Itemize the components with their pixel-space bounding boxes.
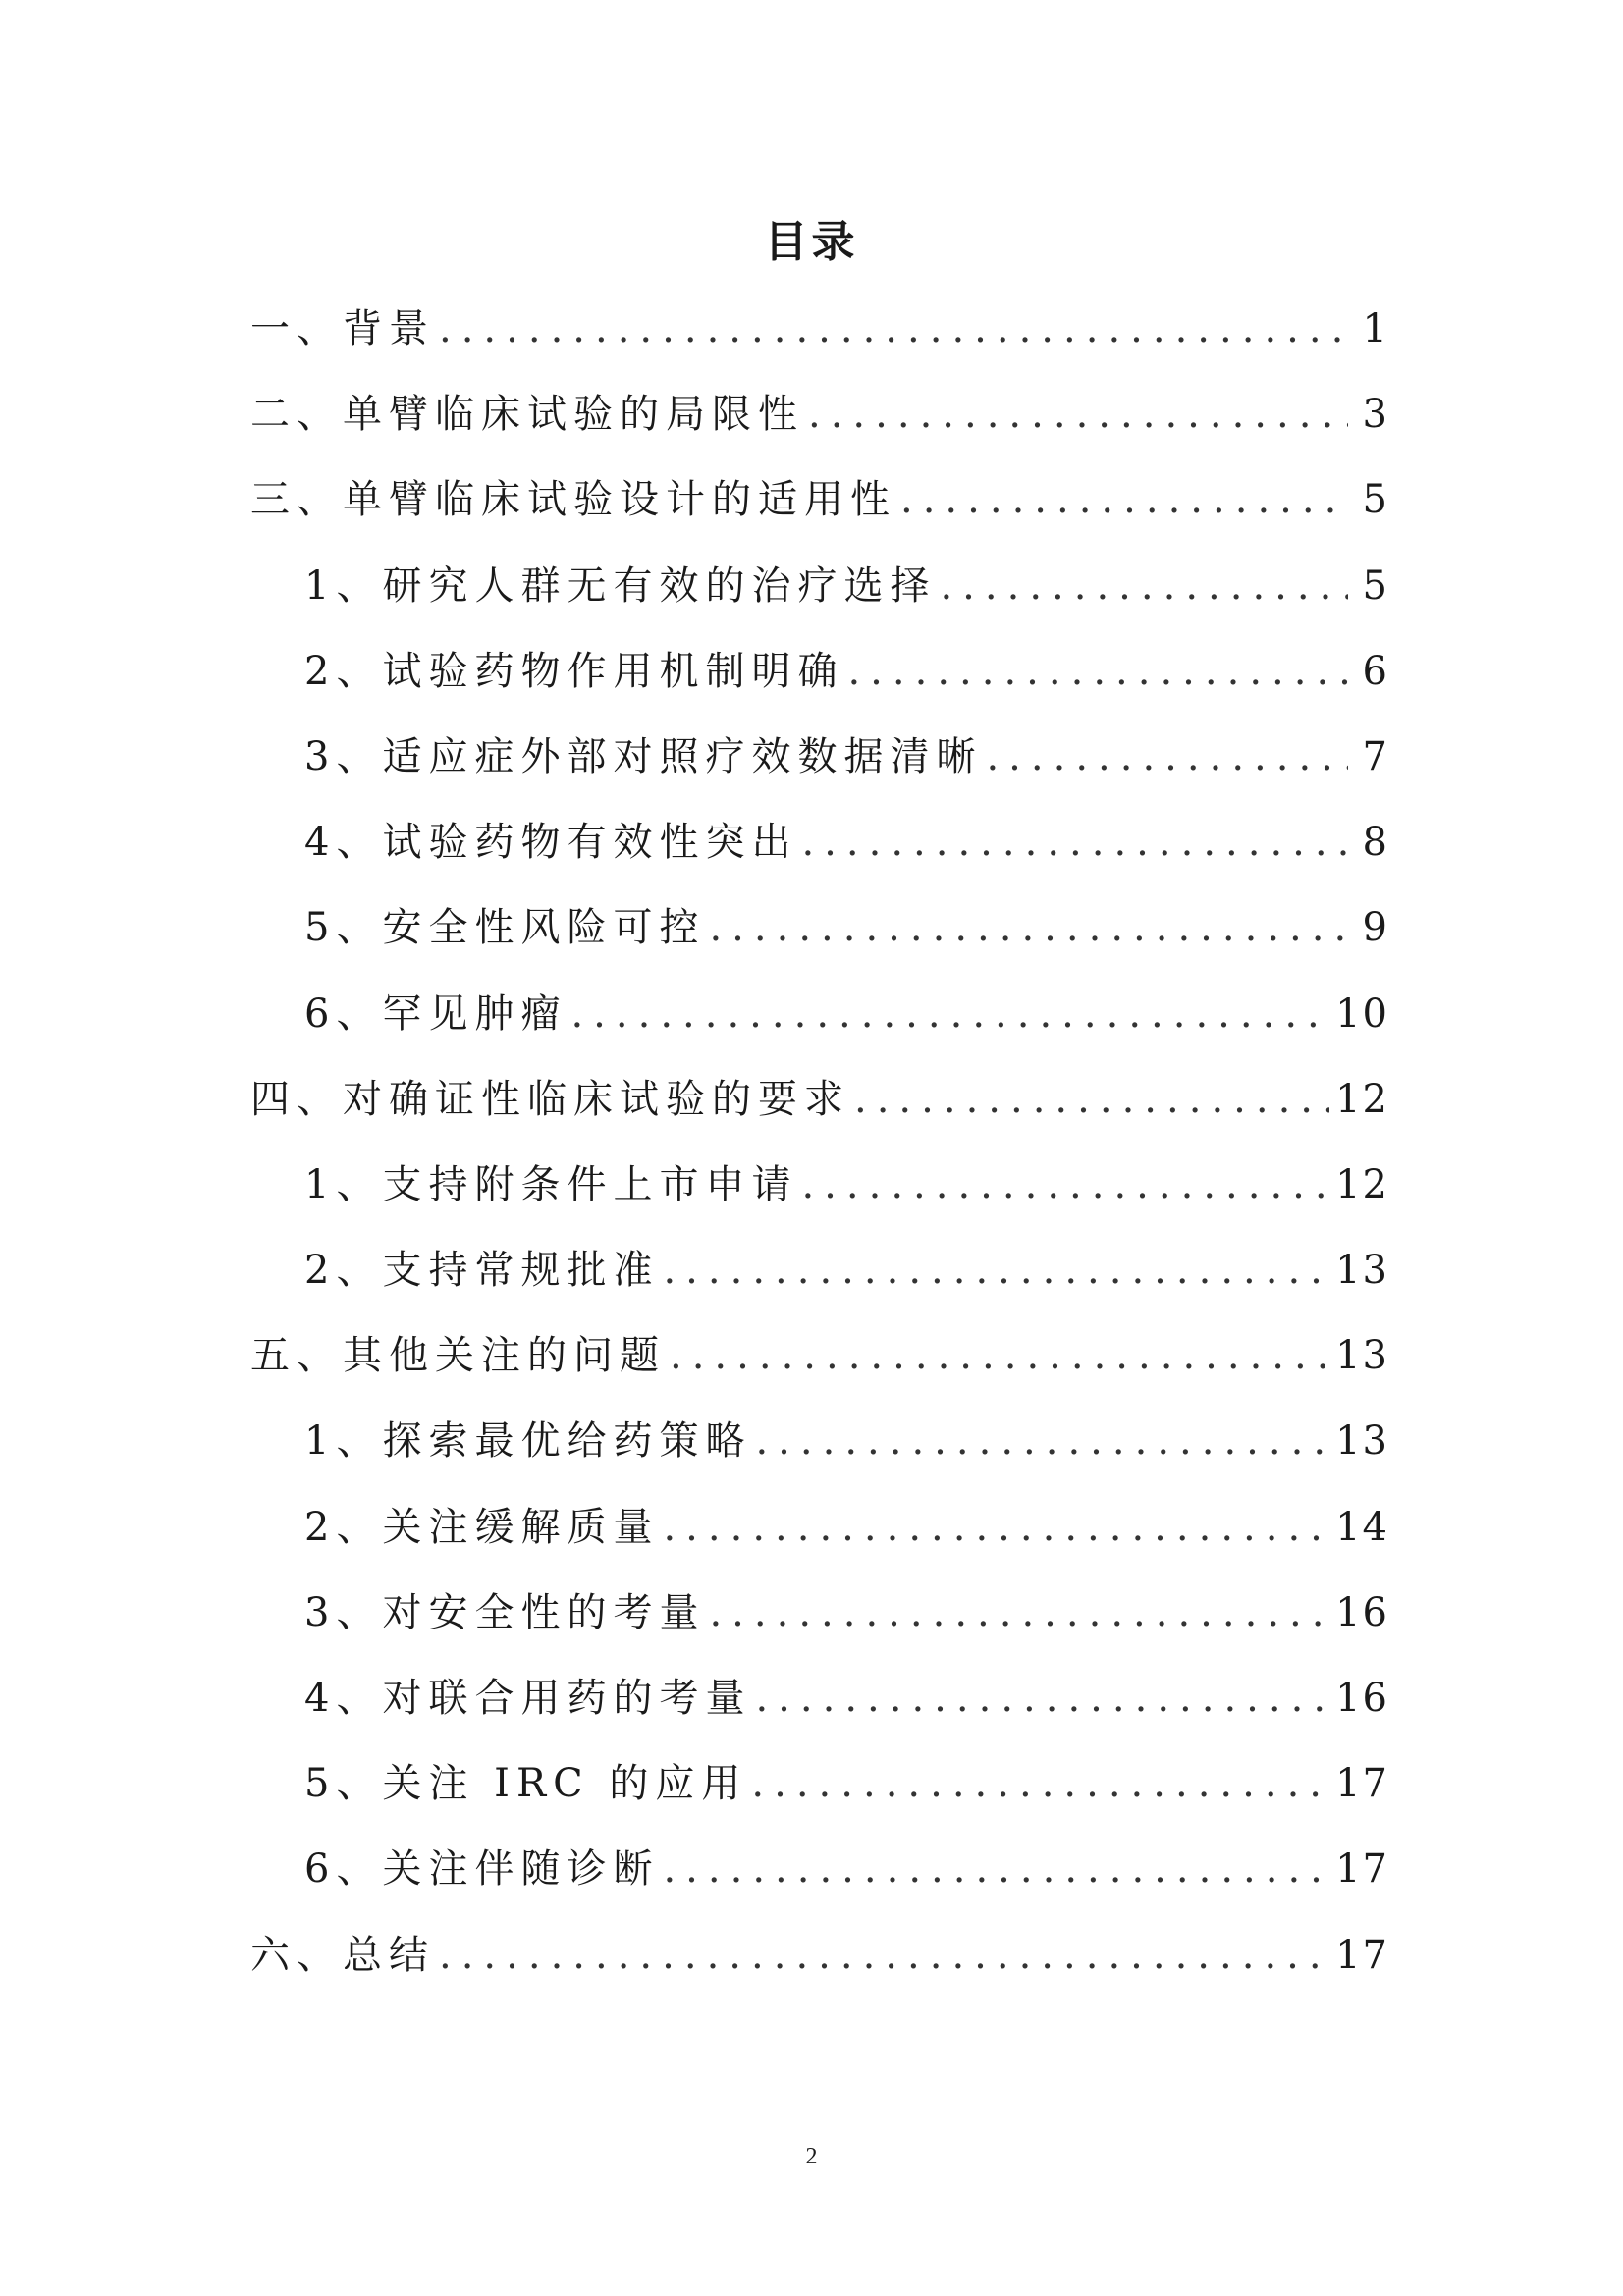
toc-entry-page: 14 — [1335, 1504, 1389, 1550]
toc-entry-label: 5、安全性风险可控 — [304, 905, 706, 951]
toc-leader-dots — [854, 1057, 1329, 1143]
toc-entry-label: 三、单臂临床试验设计的适用性 — [250, 477, 896, 523]
toc-entry[interactable] — [250, 800, 1389, 885]
toc-entry-label: 4、试验药物有效性突出 — [304, 820, 798, 866]
toc-leader-dots — [570, 972, 1329, 1057]
toc-entry[interactable] — [250, 457, 1389, 543]
toc-entry-page: 13 — [1335, 1333, 1389, 1379]
toc-entry-page: 3 — [1362, 392, 1389, 438]
toc-entry-page: 12 — [1335, 1076, 1389, 1122]
toc-leader-dots — [755, 1399, 1329, 1484]
toc-leader-dots — [439, 1913, 1329, 1999]
toc-entry-page: 9 — [1362, 905, 1389, 951]
toc-entry-label: 二、单臂临床试验的局限性 — [250, 392, 804, 438]
toc-entry-page: 13 — [1335, 1418, 1389, 1465]
toc-entry-page: 8 — [1362, 820, 1389, 866]
toc-leader-dots — [751, 1741, 1329, 1827]
toc-entry-page: 5 — [1362, 562, 1389, 609]
toc-entry-page: 6 — [1362, 648, 1389, 694]
toc-leader-dots — [663, 1827, 1329, 1912]
toc-entry-label: 六、总结 — [250, 1932, 435, 1978]
toc-entry[interactable] — [250, 1143, 1389, 1228]
toc-entry-label: 2、支持常规批准 — [304, 1248, 660, 1294]
page-title: 目录 — [764, 217, 859, 267]
toc-entry-label: 1、探索最优给药策略 — [304, 1418, 752, 1465]
toc-entry-label: 2、关注缓解质量 — [304, 1504, 660, 1550]
toc-entry[interactable] — [250, 1827, 1389, 1912]
toc-leader-dots — [940, 544, 1348, 629]
toc-entry-page: 16 — [1335, 1676, 1389, 1721]
toc-entry[interactable] — [250, 1741, 1389, 1827]
toc-leader-dots — [663, 1228, 1329, 1313]
toc-leader-dots — [663, 1485, 1329, 1571]
toc-entry[interactable] — [250, 1913, 1389, 1999]
toc-leader-dots — [709, 885, 1348, 971]
toc-entry-label: 6、罕见肿瘤 — [304, 990, 568, 1037]
toc-entry-page: 17 — [1335, 1761, 1389, 1807]
toc-entry-label: 3、适应症外部对照疗效数据清晰 — [304, 733, 983, 779]
toc-entry[interactable] — [250, 372, 1389, 457]
toc-entry-page: 7 — [1362, 733, 1389, 779]
toc-entry[interactable] — [250, 885, 1389, 971]
toc-entry-label: 4、对联合用药的考量 — [304, 1676, 752, 1721]
toc-entry[interactable] — [250, 1228, 1389, 1313]
toc-entry-page: 10 — [1335, 990, 1389, 1037]
toc-leader-dots — [709, 1571, 1329, 1656]
toc-entry[interactable] — [250, 287, 1389, 372]
toc-entry[interactable] — [250, 1485, 1389, 1571]
toc-leader-dots — [808, 372, 1348, 457]
toc-leader-dots — [755, 1656, 1329, 1741]
toc-entry-label: 6、关注伴随诊断 — [304, 1846, 660, 1893]
toc-entry[interactable] — [250, 972, 1389, 1057]
toc-entry-label: 2、试验药物作用机制明确 — [304, 648, 844, 694]
toc-leader-dots — [847, 629, 1348, 715]
page-number: 2 — [805, 2144, 818, 2169]
toc-entry-page: 13 — [1335, 1248, 1389, 1294]
toc-entry[interactable] — [250, 629, 1389, 715]
toc-entry-page: 5 — [1362, 477, 1389, 523]
toc-entry-label: 1、研究人群无有效的治疗选择 — [304, 562, 937, 609]
toc-entry-label: 5、关注 IRC 的应用 — [304, 1761, 748, 1807]
toc-entry-page: 17 — [1335, 1932, 1389, 1978]
toc-entry[interactable] — [250, 1313, 1389, 1399]
toc-leader-dots — [670, 1313, 1329, 1399]
toc-entry[interactable] — [250, 1571, 1389, 1656]
table-of-contents — [250, 287, 1389, 1999]
toc-entry-page: 17 — [1335, 1846, 1389, 1893]
toc-entry[interactable] — [250, 1656, 1389, 1741]
toc-entry[interactable] — [250, 1399, 1389, 1484]
toc-entry-label: 1、支持附条件上市申请 — [304, 1161, 798, 1207]
toc-entry-label: 五、其他关注的问题 — [250, 1333, 666, 1379]
toc-entry-page: 16 — [1335, 1589, 1389, 1635]
toc-entry-label: 四、对确证性临床试验的要求 — [250, 1076, 850, 1122]
toc-entry-page: 1 — [1362, 306, 1389, 351]
toc-entry-label: 一、背景 — [250, 306, 435, 351]
toc-leader-dots — [900, 457, 1348, 543]
toc-leader-dots — [439, 287, 1348, 372]
toc-entry[interactable] — [250, 1057, 1389, 1143]
toc-entry[interactable] — [250, 544, 1389, 629]
toc-entry-page: 12 — [1335, 1161, 1389, 1207]
toc-leader-dots — [801, 1143, 1329, 1228]
toc-entry-label: 3、对安全性的考量 — [304, 1589, 706, 1635]
toc-leader-dots — [801, 800, 1348, 885]
toc-entry[interactable] — [250, 715, 1389, 800]
toc-leader-dots — [986, 715, 1348, 800]
